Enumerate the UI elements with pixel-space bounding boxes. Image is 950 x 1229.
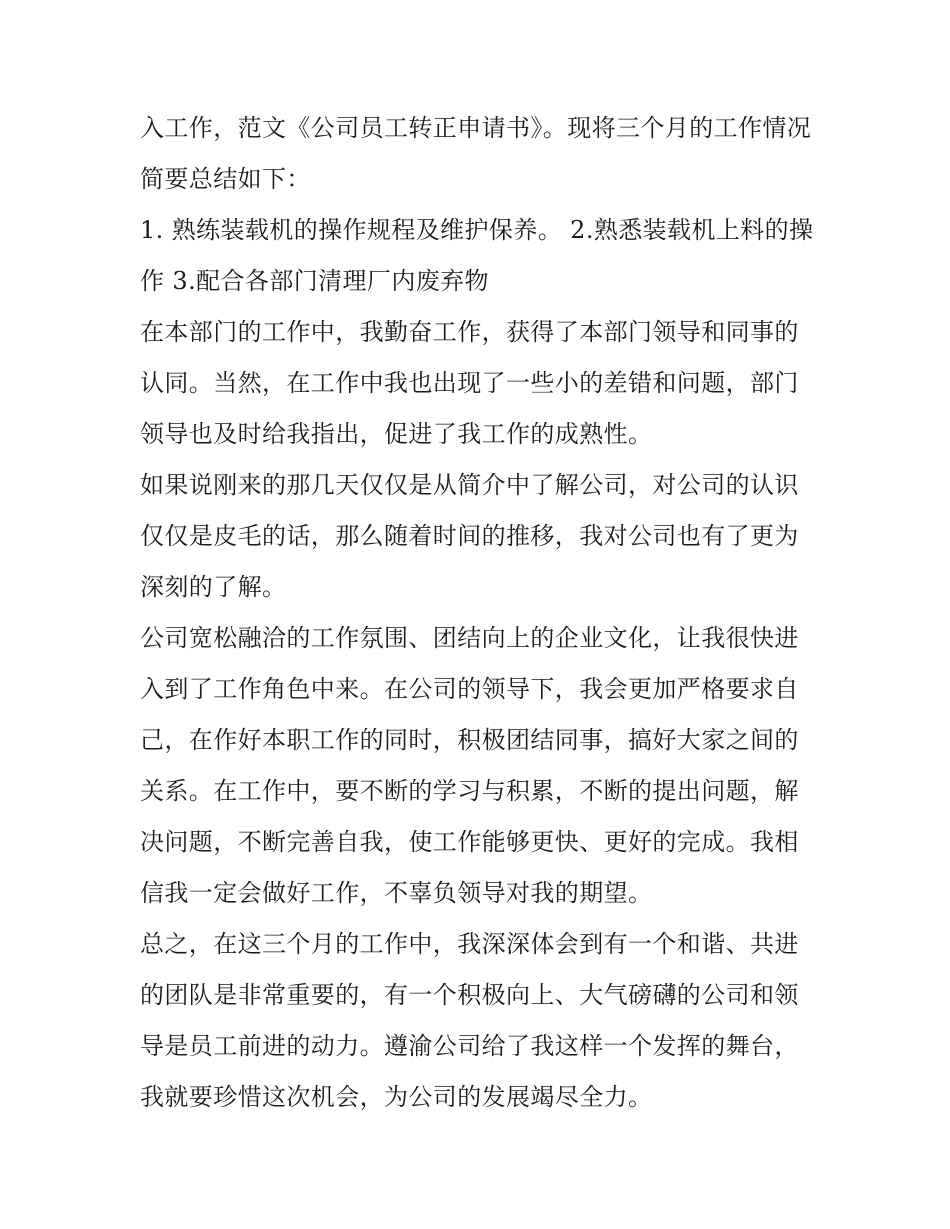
paragraph-conclusion: 总之，在这三个月的工作中，我深深体会到有一个和谐、共进的团队是非常重要的，有一个积极向上、大气磅礴的公司和领导是员工前进的动力。遵渝公司给了我这样一个发挥的舞台，我就要珍惜这次机会，为公司的发展竭尽全力。 [140, 930, 799, 1111]
paragraph-department-work: 在本部门的工作中，我勤奋工作，获得了本部门领导和同事的认同。当然，在工作中我也出现了一些小的差错和问题，部门领导也及时给我指出，促进了我工作的成熟性。 [140, 318, 799, 448]
paragraph-company-culture: 公司宽松融洽的工作氛围、团结向上的企业文化，让我很快进入到了工作角色中来。在公司的领导下，我会更加严格要求自己，在作好本职工作的同时，积极团结同事，搞好大家之间的关系。在工作中，要不断的学习与积累，不断的提出问题，解决问题，不断完善自我，使工作能够更快、更好的完成。我相信我一定会做好工作，不辜负领导对我的期望。 [140, 624, 799, 907]
paragraph-task-list: 1. 熟练装载机的操作规程及维护保养。 2.熟悉装载机上料的操作 3.配合各部门清理厂内废弃物 [140, 216, 814, 295]
paragraph-company-understanding: 如果说刚来的那几天仅仅是从简介中了解公司，对公司的认识仅仅是皮毛的话，那么随着时间的推移，我对公司也有了更为深刻的了解。 [140, 471, 799, 601]
document-body [140, 103, 815, 1123]
paragraph-intro: 入工作，范文《公司员工转正申请书》。现将三个月的工作情况简要总结如下： [140, 114, 812, 193]
